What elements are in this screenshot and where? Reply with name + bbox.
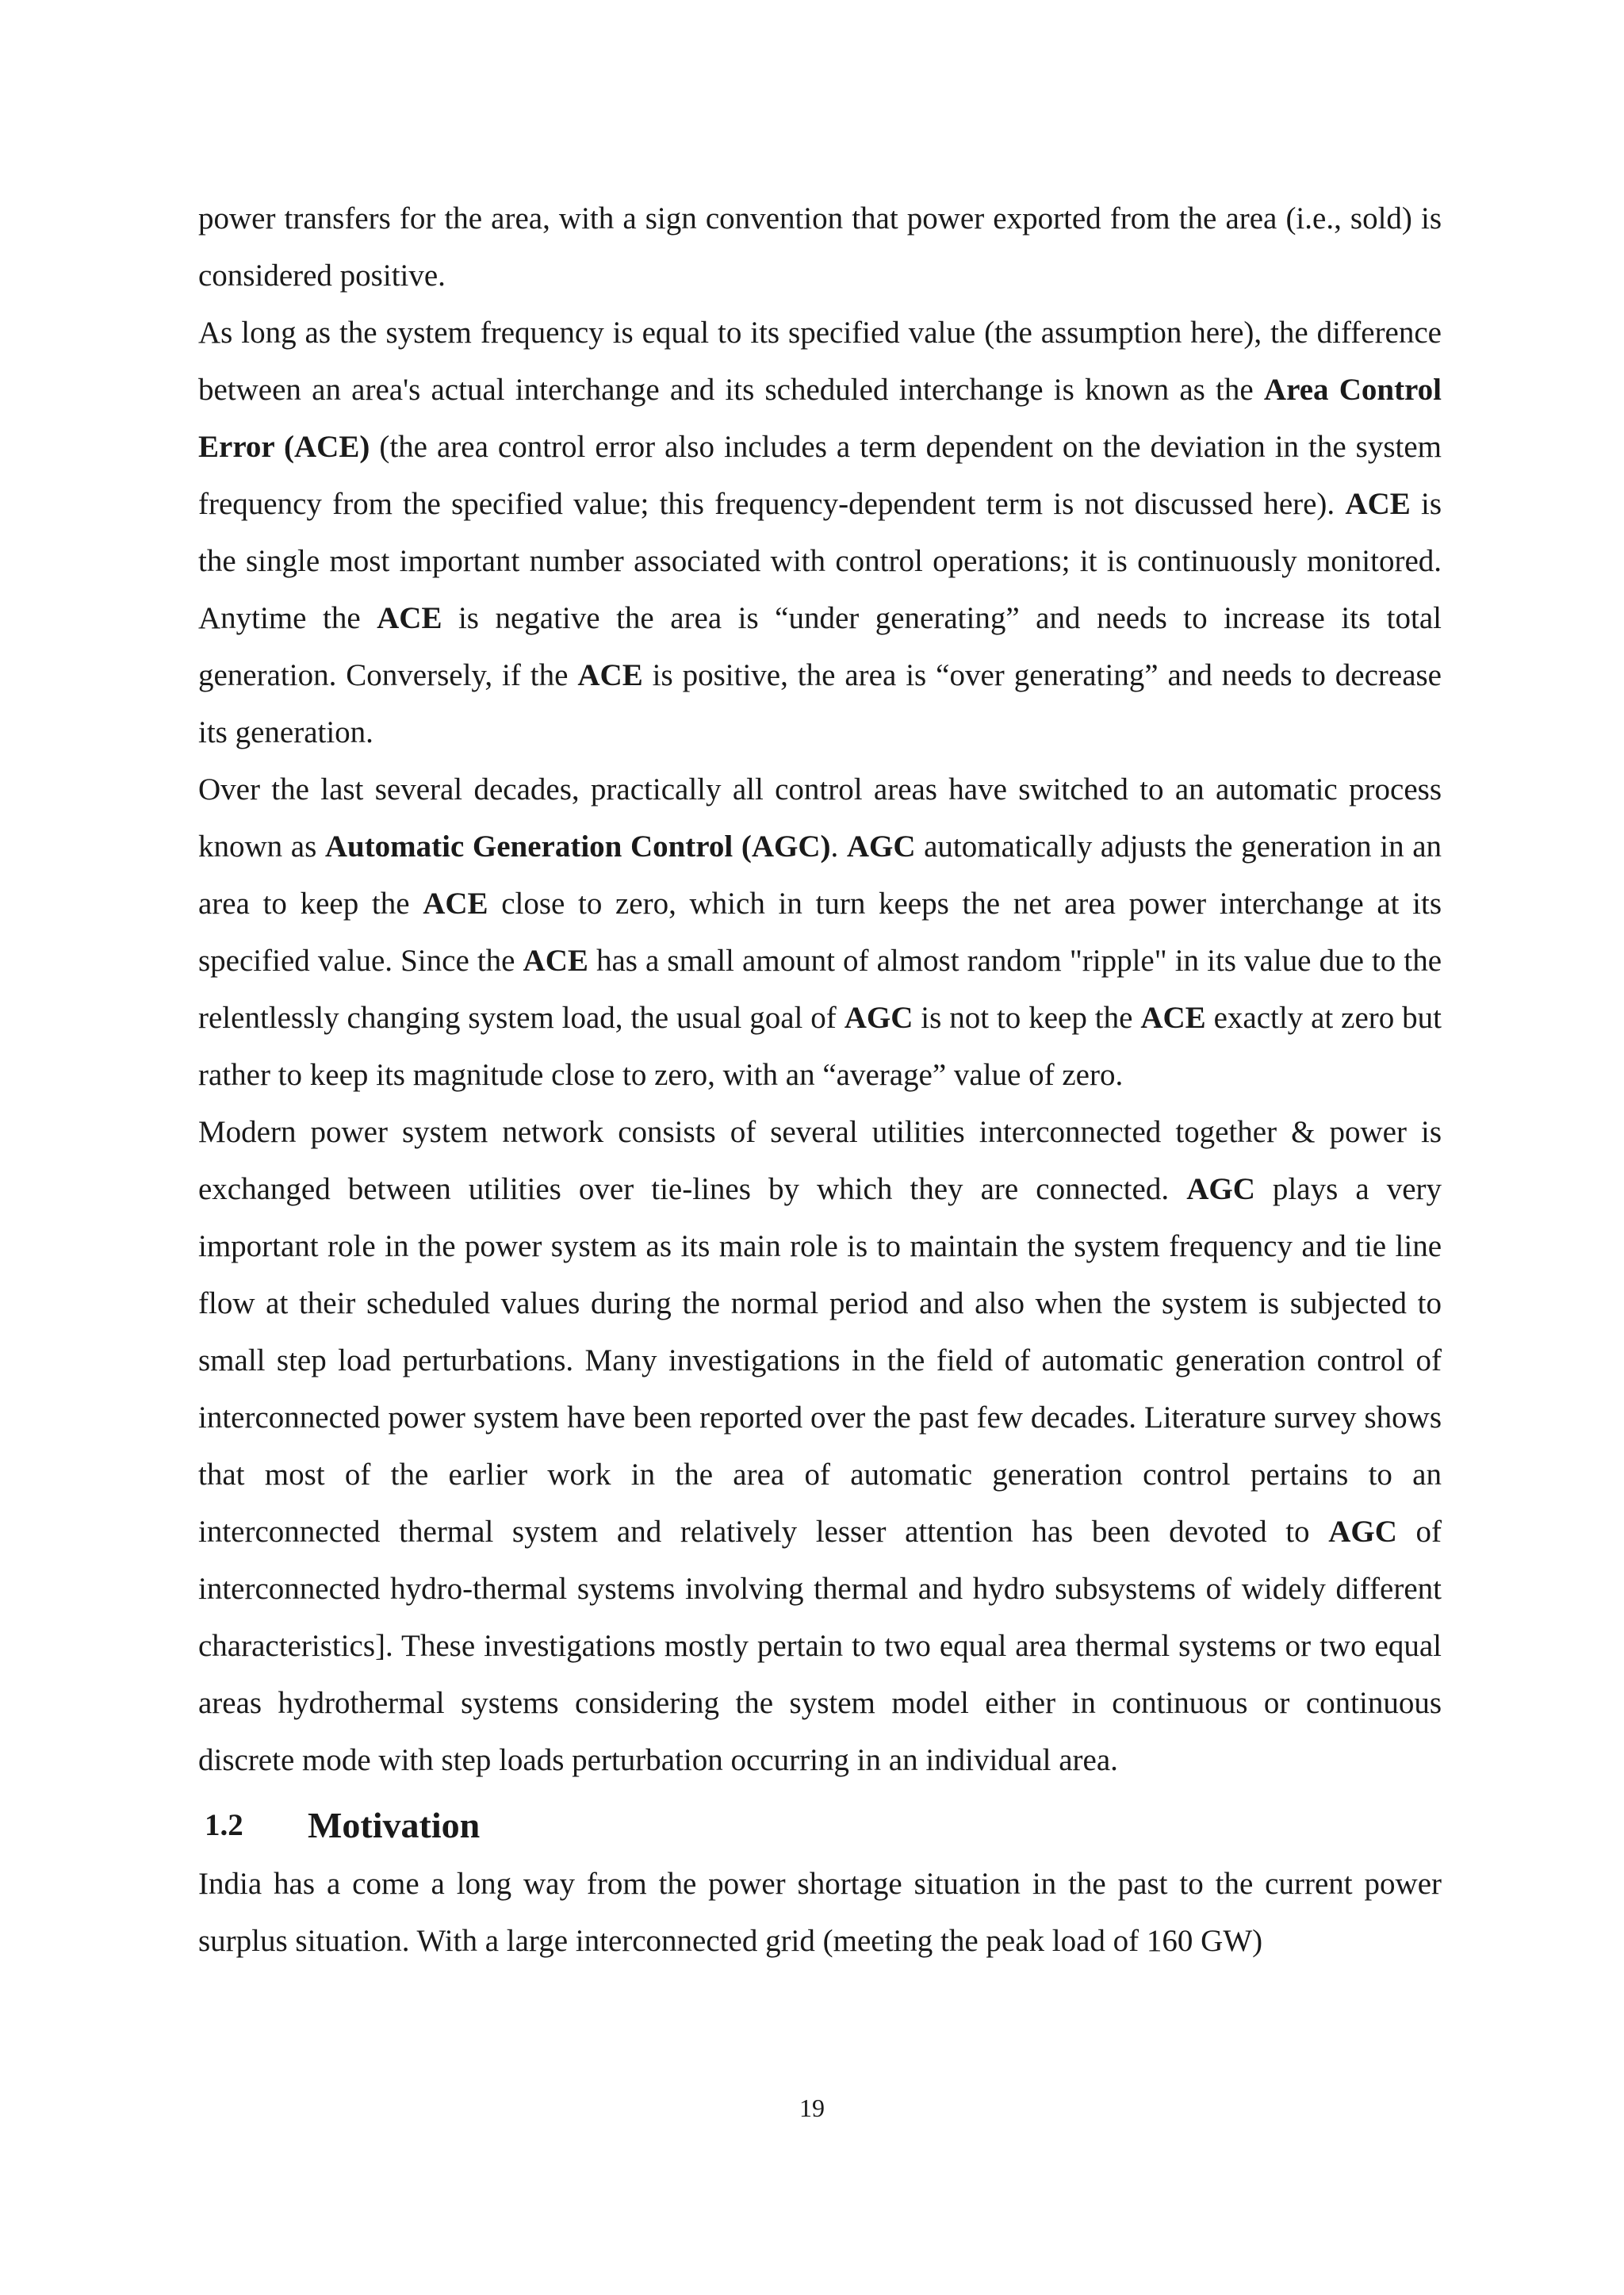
section-title: Motivation — [308, 1804, 481, 1845]
term-ace: ACE — [1345, 487, 1411, 521]
paragraph-text: of interconnected hydro-thermal systems involving thermal and hydro subsystems of widely different characteristics]. These investigations mostly pertain to two equal area thermal systems or two equal areas hydrothermal systems considering the system model either in continuous or continuous discrete mode with step loads perturbation occurring in an individual area. — [198, 1515, 1442, 1777]
paragraph-text: exactly at zero but rather to keep its magnitude close to zero, with an “average” value of zero. — [198, 1001, 1442, 1092]
term-agc: AGC — [844, 1001, 914, 1035]
term-ace: ACE — [523, 944, 588, 978]
paragraph-text: India has a come a long way from the power shortage situation in the past to the current power surplus situation. With a large interconnected grid (meeting the peak load of 160 GW) — [198, 1867, 1442, 1958]
paragraph-text: Modern power system network consists of several utilities interconnected together & power is exchanged between utilities over tie-lines by which they are connected. — [198, 1115, 1442, 1206]
section-heading — [198, 1794, 1442, 1856]
paragraph-text: plays a very important role in the power system as its main role is to maintain the system frequency and tie line flow at their scheduled values during the normal period and also when the system is subjected to small step load perturbations. Many investigations in the field of automatic generation control of interconnected power system have been reported over the past few decades. Literature survey shows that most of the earlier work in the area of automatic generation control pertains to an interconnected thermal system and relatively lesser attention has been devoted to — [198, 1172, 1442, 1549]
paragraph-text: power transfers for the area, with a sign convention that power exported from the area (i.e., sold) is considered positive. — [198, 201, 1442, 293]
term-ace: ACE — [377, 601, 442, 635]
term-agc: AGC — [846, 829, 916, 864]
paragraph-text: has a small amount of almost random "ripple" in its value due to the relentlessly changing system load, the usual goal of — [198, 944, 1442, 1035]
page-number: 19 — [799, 2094, 825, 2122]
paragraph-text: is the single most important number associated with control operations; it is continuously monitored. Anytime the — [198, 487, 1442, 635]
term-automatic-generation-control: Automatic Generation Control (AGC) — [324, 829, 831, 864]
term-agc: AGC — [1186, 1172, 1255, 1206]
paragraph-text: . — [830, 829, 847, 864]
paragraph-text: is negative the area is “under generating” and needs to increase its total generation. Conversely, if the — [198, 601, 1442, 692]
paragraph-ace — [198, 305, 1442, 761]
term-ace: ACE — [577, 658, 643, 692]
term-agc: AGC — [1328, 1515, 1397, 1549]
paragraph-motivation — [198, 1856, 1442, 1970]
paragraph-agc — [198, 761, 1442, 1104]
paragraph-text: automatically adjusts the generation in an area to keep the — [198, 829, 1442, 921]
paragraph-text: close to zero, which in turn keeps the net area power interchange at its specified value. Since the — [198, 887, 1442, 978]
term-ace: ACE — [1140, 1001, 1206, 1035]
term-area-control-error: Area Control Error (ACE) — [198, 373, 1442, 464]
term-ace: ACE — [423, 887, 488, 921]
paragraph-text: (the area control error also includes a term dependent on the deviation in the system frequency from the specified value; this frequency-dependent term is not discussed here). — [198, 430, 1442, 521]
paragraph-text: As long as the system frequency is equal to its specified value (the assumption here), the difference between an area's actual interchange and its scheduled interchange is known as the — [198, 316, 1442, 407]
paragraph-modern-power-system — [198, 1104, 1442, 1789]
document-page — [198, 190, 1442, 1970]
paragraph-text: Over the last several decades, practically all control areas have switched to an automatic process known as — [198, 772, 1442, 864]
section-number: 1.2 — [205, 1807, 243, 1842]
paragraph-sign-convention — [198, 190, 1442, 305]
paragraph-text: is not to keep the — [913, 1001, 1141, 1035]
paragraph-text: is positive, the area is “over generating” and needs to decrease its generation. — [198, 658, 1442, 749]
